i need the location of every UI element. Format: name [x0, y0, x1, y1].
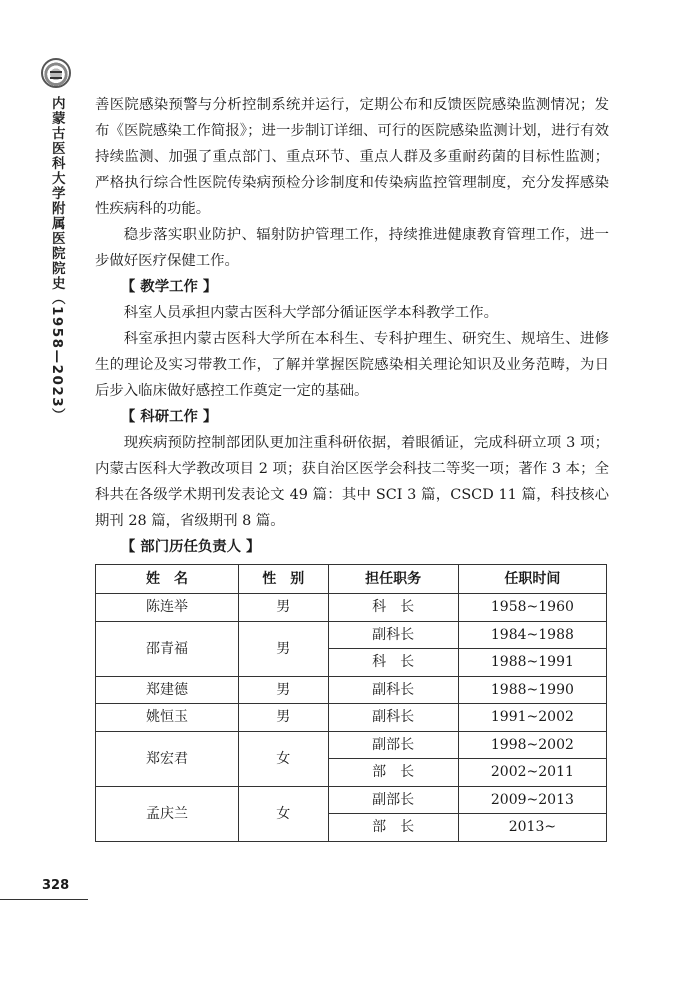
leaders-heading: 【 部门历任负责人 】	[120, 538, 261, 555]
leader-term: 2013~	[458, 814, 606, 842]
column-header-term: 任职时间	[458, 565, 606, 594]
leader-post: 副科长	[328, 704, 458, 732]
leader-gender: 女	[239, 786, 328, 841]
leader-name: 郑建德	[96, 676, 239, 704]
leader-post: 副部长	[328, 786, 458, 814]
leader-gender: 女	[239, 731, 328, 786]
paragraph-infection-monitoring: 善医院感染预警与分析控制系统并运行，定期公布和反馈医院感染监测情况；发布《医院感染工作简报》；进一步制订详细、可行的医院感染监测计划，进行有效持续监测、加强了重点部门、重点环节、重点人群及多重耐药菌的目标性监测；严格执行综合性医院传染病预检分诊制度和传染病监控管理制度，充分发挥感染性疾病科的功能。	[95, 97, 609, 217]
column-header-gender: 性 别	[239, 565, 328, 594]
column-header-name: 姓 名	[96, 565, 239, 594]
leader-post: 部 长	[328, 814, 458, 842]
university-logo-icon	[41, 58, 71, 88]
paragraph-occupational-protection: 稳步落实职业防护、辐射防护管理工作，持续推进健康教育管理工作，进一步做好医疗保健工作。	[95, 227, 609, 269]
leader-name: 陈连举	[96, 594, 239, 622]
table-row	[96, 594, 607, 622]
leader-term: 1988~1990	[458, 676, 606, 704]
leader-post: 科 长	[328, 594, 458, 622]
leader-term: 1984~1988	[458, 621, 606, 649]
page-number-rule	[0, 899, 88, 900]
leader-term: 1998~2002	[458, 731, 606, 759]
page-content	[95, 92, 609, 842]
page-number: 328	[42, 878, 70, 893]
leader-post: 副部长	[328, 731, 458, 759]
leader-gender: 男	[239, 621, 328, 676]
research-heading: 【 科研工作 】	[120, 408, 218, 425]
table-row	[96, 704, 607, 732]
leader-post: 科 长	[328, 649, 458, 677]
teaching-paragraph: 科室承担内蒙古医科大学所在本科生、专科护理生、研究生、规培生、进修生的理论及实习带教工作，了解并掌握医院感染相关理论知识及业务范畴，为日后步入临床做好感控工作奠定一定的基础。	[95, 331, 609, 399]
leader-post: 副科长	[328, 676, 458, 704]
leader-term: 1991~2002	[458, 704, 606, 732]
leader-term: 1958~1960	[458, 594, 606, 622]
teaching-heading: 【 教学工作 】	[120, 278, 218, 295]
column-header-post: 担任职务	[328, 565, 458, 594]
table-header-row	[96, 565, 607, 594]
leaders-table	[95, 564, 607, 842]
side-band	[36, 58, 76, 423]
leader-term: 2002~2011	[458, 759, 606, 787]
leader-name: 孟庆兰	[96, 786, 239, 841]
leader-gender: 男	[239, 676, 328, 704]
leader-name: 邵青福	[96, 621, 239, 676]
leader-post: 副科长	[328, 621, 458, 649]
table-row	[96, 676, 607, 704]
leader-post: 部 长	[328, 759, 458, 787]
leader-term: 1988~1991	[458, 649, 606, 677]
table-row	[96, 621, 607, 649]
leader-gender: 男	[239, 594, 328, 622]
table-row	[96, 731, 607, 759]
research-paragraph: 现疾病预防控制部团队更加注重科研依据，着眼循证，完成科研立项 3 项；内蒙古医科大学教改项目 2 项；获自治区医学会科技二等奖一项；著作 3 本；全科共在各级学术期刊发表论文 49 篇：其中 SCI 3 篇，CSCD 11 篇，科技核心期刊 28 篇，省级期刊 8 篇。	[95, 435, 609, 529]
table-row	[96, 786, 607, 814]
leader-gender: 男	[239, 704, 328, 732]
leader-name: 姚恒玉	[96, 704, 239, 732]
leader-term: 2009~2013	[458, 786, 606, 814]
book-title-vertical: 内蒙古医科大学附属医院院史（1958—2023）	[48, 96, 65, 424]
teaching-paragraph: 科室人员承担内蒙古医科大学部分循证医学本科教学工作。	[123, 305, 498, 321]
leader-name: 郑宏君	[96, 731, 239, 786]
